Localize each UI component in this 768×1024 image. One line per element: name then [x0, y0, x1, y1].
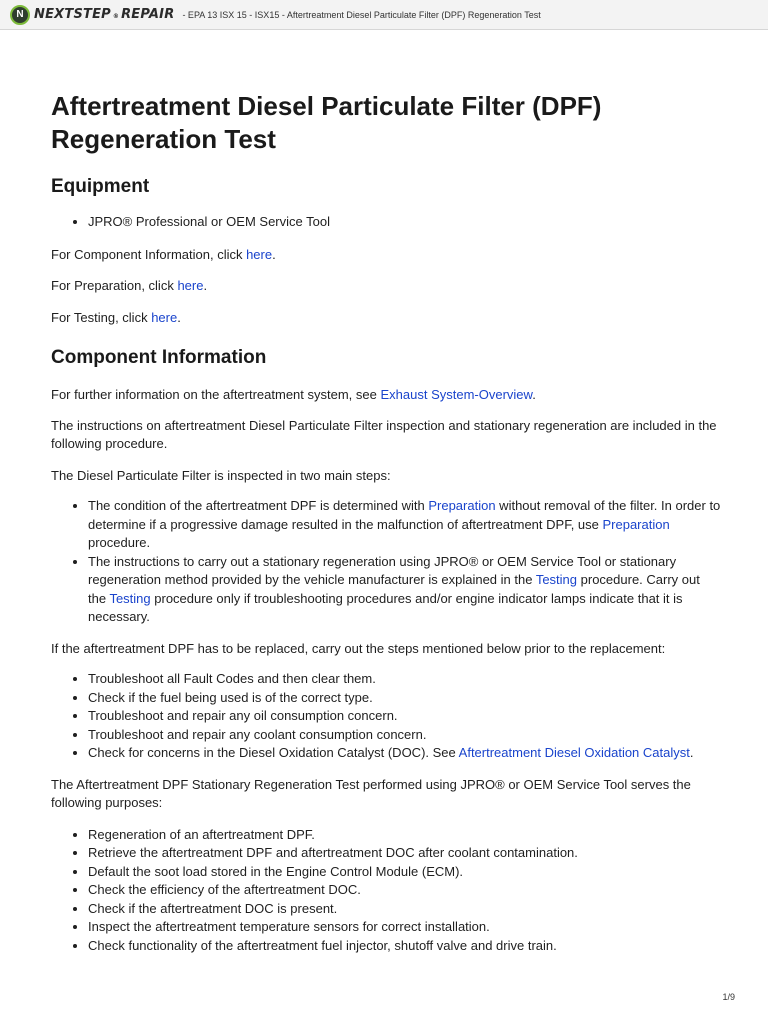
component-info-line — [51, 246, 721, 265]
logo-registered-mark: ® — [112, 13, 120, 20]
purposes-list — [51, 826, 721, 956]
list-item: • Retrieve the aftertreatment DPF and aftertreatment DOC after coolant contamination. — [88, 844, 721, 863]
period: . — [689, 745, 694, 760]
equipment-heading: Equipment — [51, 176, 150, 197]
breadcrumb: - EPA 13 ISX 15 - ISX15 - Aftertreatment Diesel Particulate Filter (DPF) Regeneration Test — [182, 9, 541, 20]
testing-line — [51, 309, 721, 328]
aftertreatment-doc-link[interactable]: Aftertreatment Diesel Oxidation Catalyst — [458, 745, 690, 760]
purposes-intro: The Aftertreatment DPF Stationary Regeneration Test performed using JPRO® or OEM Service Tool serves the following purposes: — [51, 776, 691, 810]
list-item: • Check the efficiency of the aftertreatment DOC. — [88, 881, 721, 900]
period: . — [203, 278, 208, 293]
replacement-steps-list — [51, 670, 721, 763]
list-item: • Default the soot load stored in the Engine Control Module (ECM). — [88, 863, 721, 882]
preparation-here-link[interactable]: here — [177, 278, 204, 293]
logo-word-nextstep: NEXTSTEP — [34, 7, 111, 22]
step1-text-b: without removal of the filter. In order to determine if a progressive damage resulted in the malfunction of aftertreatment DPF, use — [88, 498, 721, 532]
list-item: • Check if the fuel being used is of the correct type. — [88, 689, 721, 708]
list-item: • Check functionality of the aftertreatment fuel injector, shutoff valve and drive train. — [88, 937, 721, 956]
component-info-here-link[interactable]: here — [246, 246, 273, 262]
list-item: • Check if the aftertreatment DOC is present. — [88, 900, 721, 919]
step2-text-a: The instructions to carry out a stationary regeneration using JPRO® or OEM Service Tool or stationary regeneration method provided by the vehicle manufacturer is explained in the — [88, 553, 677, 587]
document-header-bar — [0, 0, 768, 30]
step2-text-b: procedure. Carry out the — [88, 572, 700, 606]
component-info-text: For Component Information, click — [51, 246, 247, 262]
list-item: • Troubleshoot and repair any coolant consumption concern. — [88, 726, 721, 745]
preparation-link[interactable]: Preparation — [602, 516, 670, 532]
step1-text-c: procedure. — [88, 535, 151, 550]
list-item: • Inspect the aftertreatment temperature sensors for correct installation. — [88, 918, 721, 937]
testing-link[interactable]: Testing — [535, 572, 578, 587]
instructions-paragraph: The instructions on aftertreatment Diesel Particulate Filter inspection and stationary regeneration are included in the following procedure. — [51, 417, 717, 451]
step1-text-a: The condition of the aftertreatment DPF is determined with — [88, 498, 429, 513]
logo-badge-icon: N — [10, 5, 30, 25]
page-number: 1/9 — [722, 992, 735, 1002]
replace5-text: Check for concerns in the Diesel Oxidation Catalyst (DOC). See — [88, 745, 459, 760]
list-item: • Troubleshoot and repair any oil consumption concern. — [88, 707, 721, 726]
equipment-item: • JPRO® Professional or OEM Service Tool — [88, 213, 721, 232]
exhaust-system-overview-link[interactable]: Exhaust System-Overview — [380, 387, 533, 402]
testing-link[interactable]: Testing — [109, 590, 151, 606]
component-information-heading: Component Information — [51, 347, 267, 368]
inspection-step-1 — [88, 497, 721, 553]
step2-text-c: procedure only if troubleshooting procedures and/or engine indicator lamps indicate that it is necessary. — [88, 590, 683, 624]
testing-text: For Testing, click — [51, 309, 152, 325]
further-info-text: For further information on the aftertreatment system, see — [51, 387, 381, 402]
logo-word-repair: REPAIR — [121, 7, 175, 22]
preparation-text: For Preparation, click — [51, 278, 178, 293]
equipment-list — [51, 213, 721, 232]
steps-intro: The Diesel Particulate Filter is inspected in two main steps: — [51, 467, 391, 483]
testing-here-link[interactable]: here — [151, 309, 178, 325]
list-item: • Troubleshoot all Fault Codes and then clear them. — [88, 670, 721, 689]
period: . — [532, 387, 536, 402]
inspection-steps-list — [51, 497, 721, 627]
document-body — [51, 90, 721, 955]
nextstep-repair-logo — [10, 5, 174, 25]
further-info-line — [51, 386, 721, 405]
page-title: Aftertreatment Diesel Particulate Filter (DPF) Regeneration Test — [51, 91, 602, 154]
list-item — [88, 744, 721, 763]
inspection-step-2 — [88, 553, 721, 627]
preparation-line — [51, 277, 721, 296]
replace-intro: If the aftertreatment DPF has to be replaced, carry out the steps mentioned below prior to the replacement: — [51, 640, 666, 656]
period: . — [177, 309, 181, 325]
logo-wordmark — [34, 7, 174, 22]
period: . — [272, 246, 276, 262]
list-item: • Regeneration of an aftertreatment DPF. — [88, 826, 721, 845]
preparation-link[interactable]: Preparation — [428, 498, 496, 513]
